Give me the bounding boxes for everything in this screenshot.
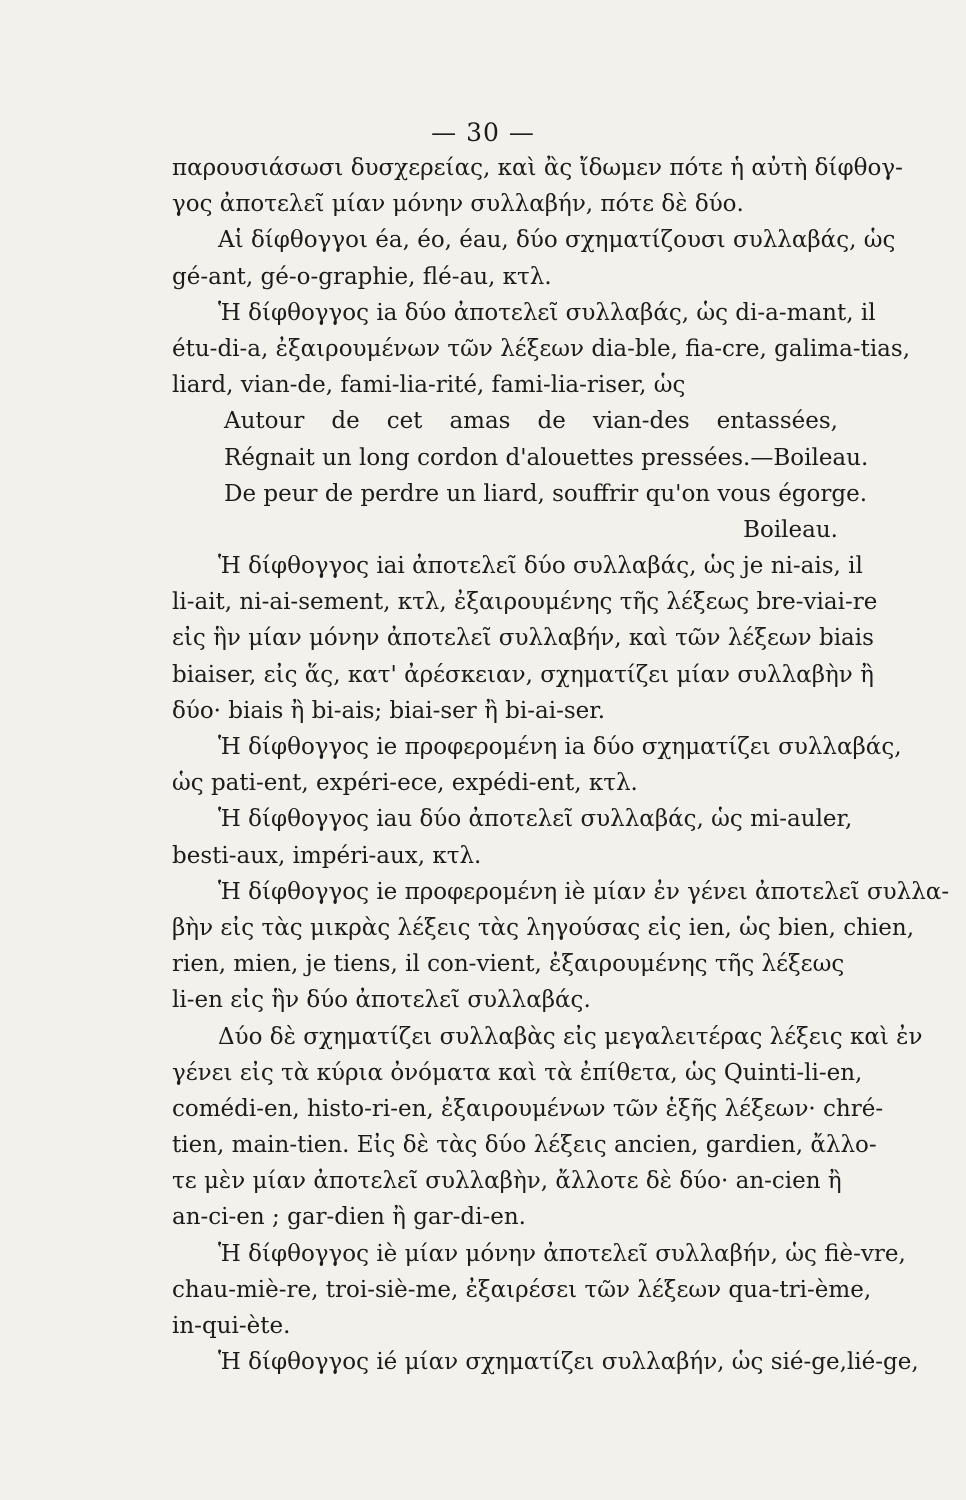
body-text [172, 150, 950, 1380]
text-line: δύο· biais ἢ bi-ais; biai-ser ἢ bi-ai-ser. [172, 697, 606, 724]
text-line: comédi-en, histo-ri-en, ἐξαιρουμένων τῶν ἑξῆς λέξεων· chré- [172, 1095, 884, 1122]
text-line: biaiser, εἰς ἅς, κατ' ἀρέσκειαν, σχηματίζει μίαν συλλαβὴν ἢ [172, 661, 874, 688]
text-line: De peur de perdre un liard, souffrir qu'on vous égorge. [224, 480, 868, 507]
text-line: Ἡ δίφθογγος ie προφερομένη iè μίαν ἐν γένει ἀποτελεῖ συλλα- [218, 878, 950, 905]
text-line: étu-di-a, ἐξαιρουμένων τῶν λέξεων dia-ble, fia-cre, galima-tias, [172, 335, 910, 362]
text-line: Boileau. [743, 516, 838, 543]
text-line: Ἡ δίφθογγος iè μίαν μόνην ἀποτελεῖ συλλαβήν, ὡς fiè-vre, [218, 1240, 906, 1267]
text-line: Ἡ δίφθογγος ié μίαν σχηματίζει συλλαβήν, ὡς sié-ge,lié-ge, [218, 1349, 919, 1376]
text-line: Ἡ δίφθογγος ie προφερομένη ia δύο σχηματίζει συλλαβάς, [218, 734, 902, 760]
text-line: Autour de cet amas de vian-des entassées, [224, 408, 838, 435]
text-line: Αἱ δίφθογγοι éa, éo, éau, δύο σχηματίζουσι συλλαβάς, ὡς [218, 227, 896, 254]
text-line: chau-miè-re, troi-siè-me, ἐξαιρέσει τῶν λέξεων qua-tri-ème, [172, 1276, 872, 1303]
text-line: Ἡ δίφθογγος iau δύο ἀποτελεῖ συλλαβάς, ὡς mi-auler, [218, 806, 853, 833]
text-line: in-qui-ète. [172, 1313, 291, 1339]
text-line: γένει εἰς τὰ κύρια ὀνόματα καὶ τὰ ἐπίθετα, ὡς Quinti-li-en, [172, 1059, 863, 1086]
text-line: βὴν εἰς τὰς μικρὰς λέξεις τὰς ληγούσας εἰς ien, ὡς bien, chien, [172, 914, 915, 941]
text-line: Δύο δὲ σχηματίζει συλλαβὰς εἰς μεγαλειτέρας λέξεις καὶ ἐν [218, 1023, 923, 1050]
text-line: εἰς ἣν μίαν μόνην ἀποτελεῖ συλλαβήν, καὶ τῶν λέξεων biais [172, 625, 874, 652]
text-line: γος ἀποτελεῖ μίαν μόνην συλλαβήν, πότε δὲ δύο. [172, 191, 744, 218]
text-line: ὡς pati-ent, expéri-ece, expédi-ent, κτλ. [172, 770, 638, 797]
text-line: τε μὲν μίαν ἀποτελεῖ συλλαβὴν, ἄλλοτε δὲ δύο· an-cien ἢ [172, 1168, 842, 1195]
text-line: Ἡ δίφθογγος iai ἀποτελεῖ δύο συλλαβάς, ὡς je ni-ais, il [218, 553, 863, 580]
text-line: an-ci-en ; gar-dien ἢ gar-di-en. [172, 1204, 526, 1231]
page-number: — 30 — [431, 118, 535, 147]
text-line: Ἡ δίφθογγος ia δύο ἀποτελεῖ συλλαβάς, ὡς di-a-mant, il [218, 299, 876, 326]
text-line: Régnait un long cordon d'alouettes pressées.—Boileau. [224, 444, 869, 471]
text-line: παρουσιάσωσι δυσχερείας, καὶ ἂς ἴδωμεν πότε ἡ αὐτὴ δίφθογ- [172, 155, 903, 181]
text-line: besti-aux, impéri-aux, κτλ. [172, 842, 482, 869]
text-line: rien, mien, je tiens, il con-vient, ἐξαιρουμένης τῆς λέξεως [172, 951, 845, 978]
text-line: gé-ant, gé-o-graphie, flé-au, κτλ. [172, 263, 552, 290]
text-line: li-en εἰς ἣν δύο ἀποτελεῖ συλλαβάς. [172, 987, 591, 1014]
text-line: tien, main-tien. Εἰς δὲ τὰς δύο λέξεις ancien, gardien, ἄλλο- [172, 1132, 877, 1159]
text-line: li-ait, ni-ai-sement, κτλ, ἐξαιρουμένης τῆς λέξεως bre-viai-re [172, 589, 878, 616]
text-line: liard, vian-de, fami-lia-rité, fami-lia-riser, ὡς [172, 372, 686, 399]
